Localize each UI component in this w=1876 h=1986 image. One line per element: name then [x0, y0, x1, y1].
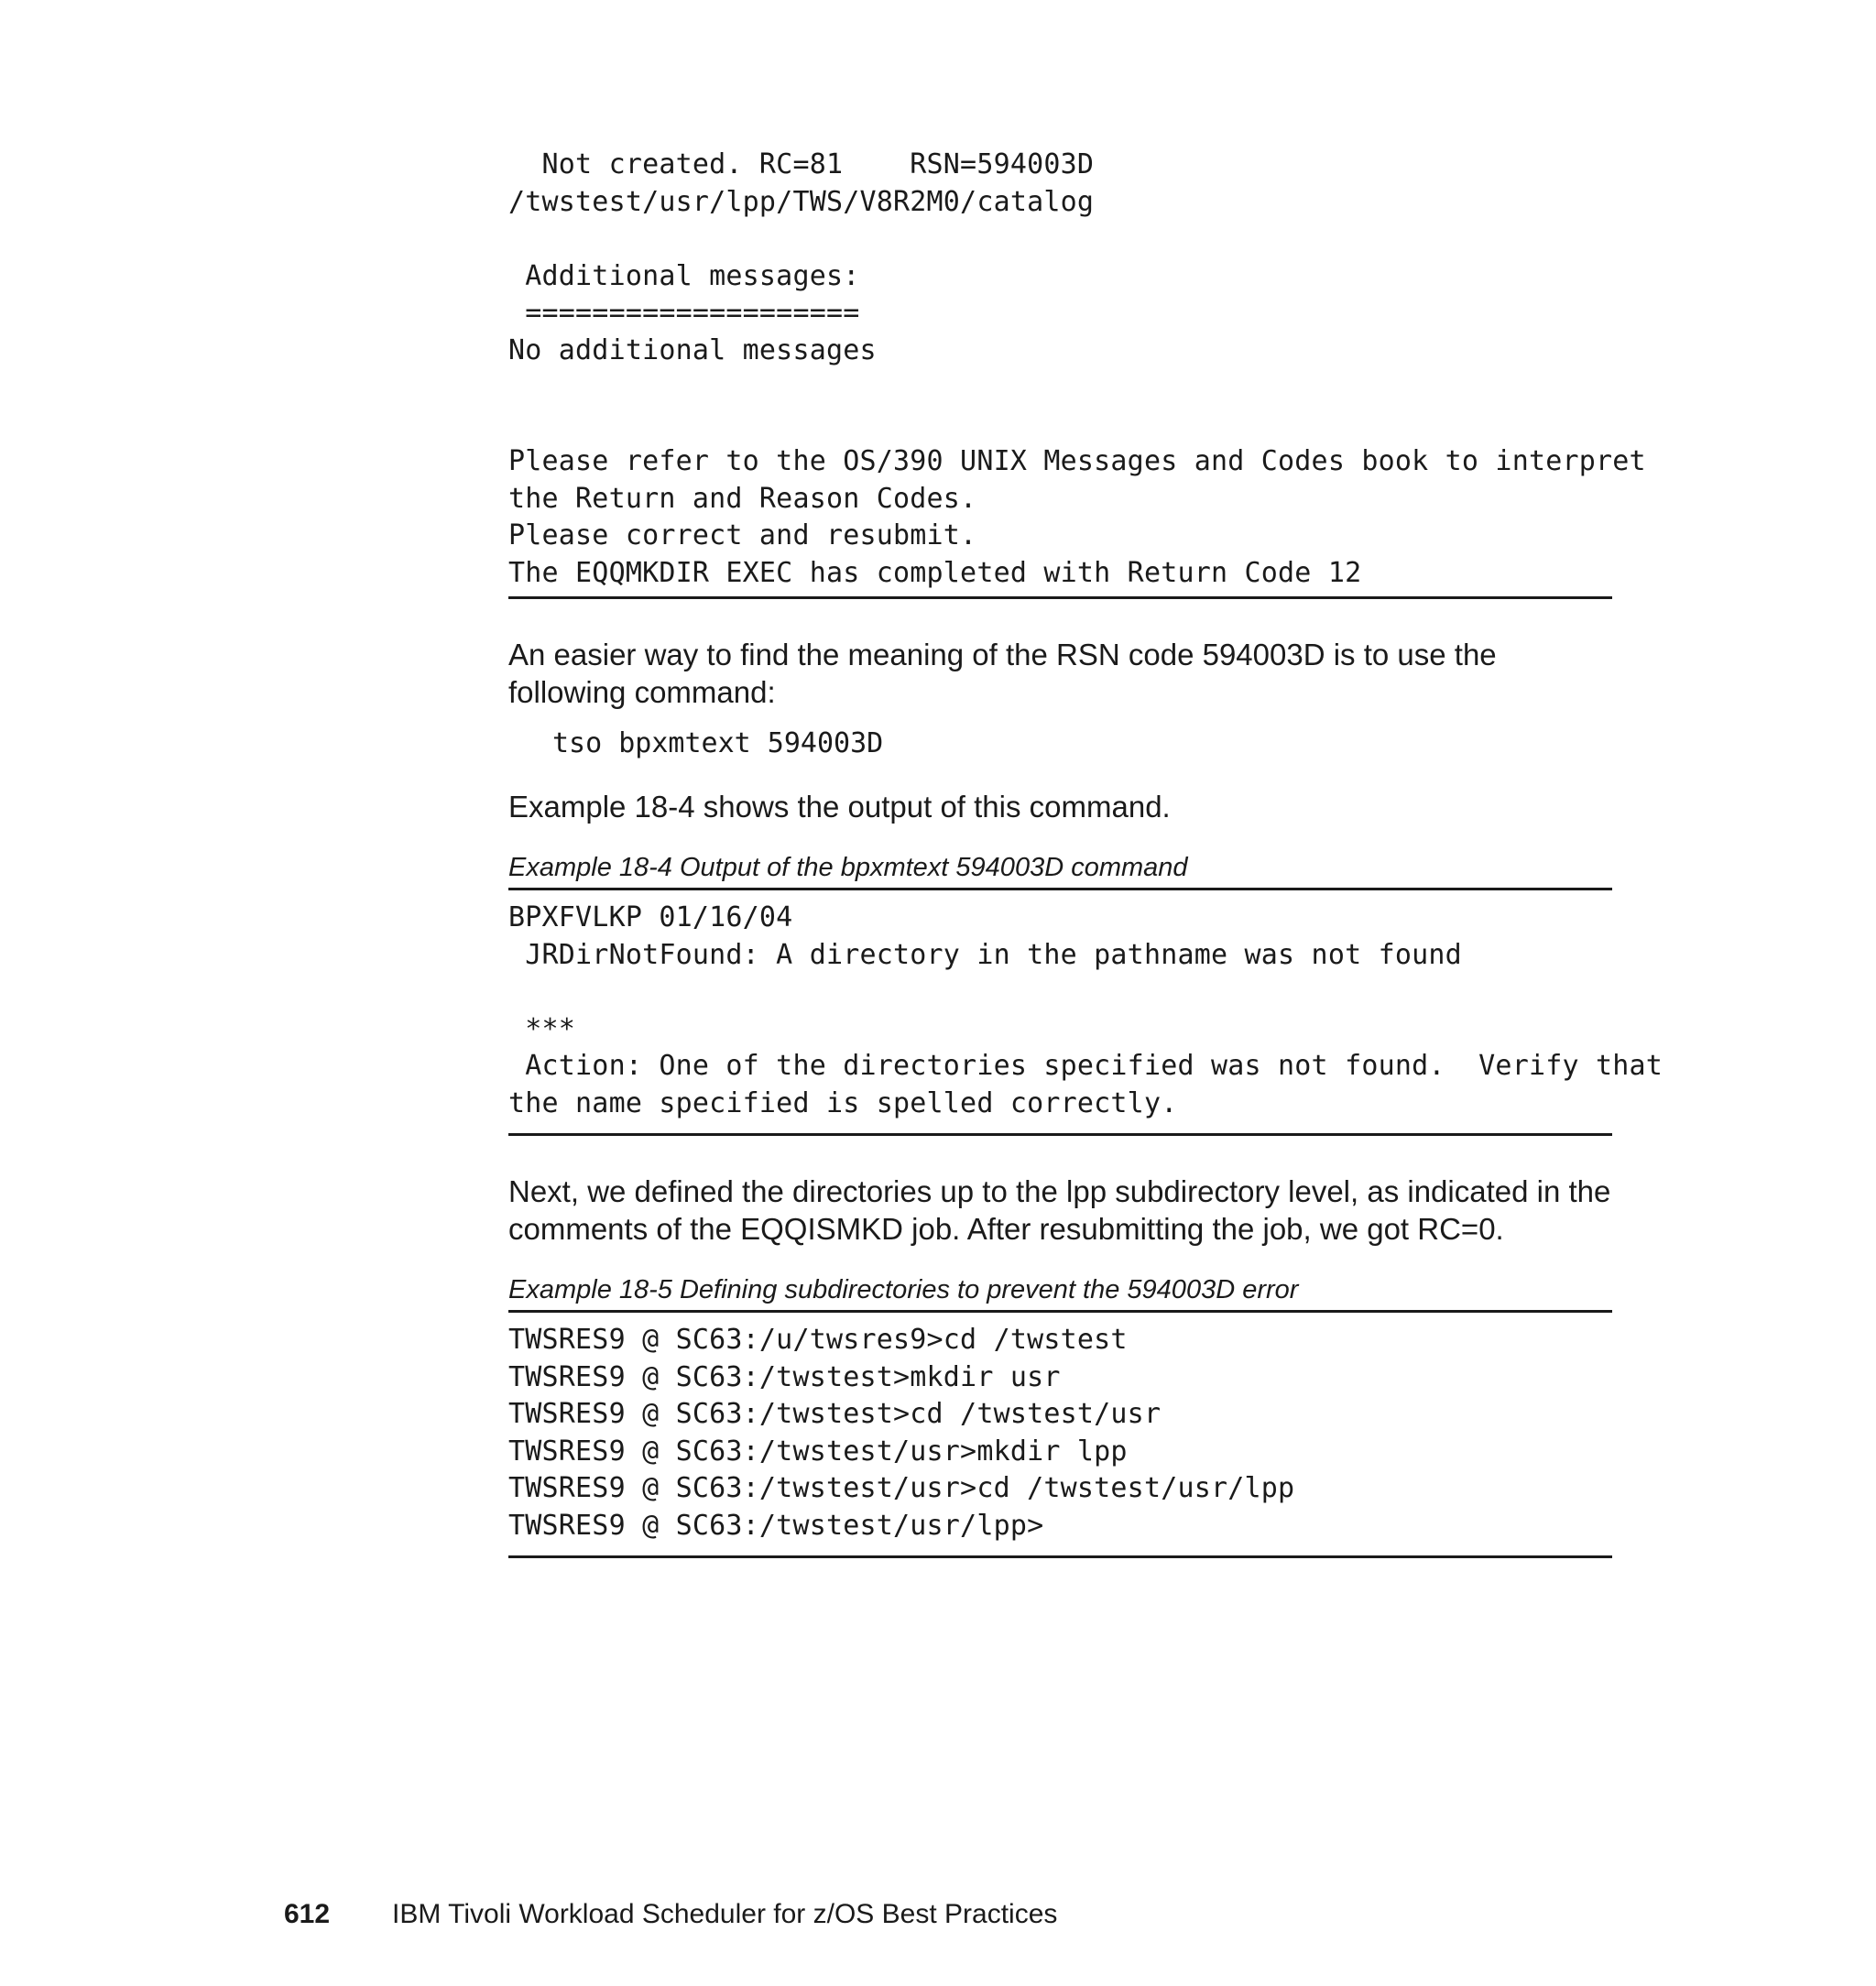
page-number: 612 [284, 1899, 331, 1929]
code-block-eqqmkdir-output [508, 147, 1646, 592]
code-line: TWSRES9 @ SC63:/twstest>cd /twstest/usr [508, 1398, 1162, 1430]
code-line: Action: One of the directories specified was not found. Verify that [508, 1050, 1663, 1082]
paragraph-rsn-explanation: An easier way to find the meaning of the RSN code 594003D is to use the following command: [508, 638, 1497, 709]
code-line: the name specified is spelled correctly. [508, 1086, 1178, 1119]
code-line: Additional messages: [508, 259, 860, 292]
code-line: TWSRES9 @ SC63:/twstest/usr/lpp> [508, 1509, 1044, 1542]
code-line: TWSRES9 @ SC63:/twstest/usr>cd /twstest/usr/lpp [508, 1472, 1295, 1504]
divider-rule [508, 1310, 1612, 1313]
divider-rule [508, 1555, 1612, 1558]
page-footer [284, 1896, 1057, 1933]
code-block-bpxmtext-output [508, 900, 1663, 1122]
code-line: Please refer to the OS/390 UNIX Messages and Codes book to interpret [508, 445, 1646, 477]
code-line: /twstest/usr/lpp/TWS/V8R2M0/catalog [508, 185, 1095, 218]
command-example: tso bpxmtext 594003D [552, 727, 884, 759]
book-title: IBM Tivoli Workload Scheduler for z/OS Best Practices [392, 1899, 1058, 1929]
example-18-5-caption: Example 18-5 Defining subdirectories to prevent the 594003D error [508, 1275, 1299, 1304]
code-line: TWSRES9 @ SC63:/twstest>mkdir usr [508, 1360, 1061, 1393]
code-line: ==================== [508, 297, 860, 329]
example-18-4-caption: Example 18-4 Output of the bpxmtext 594003D command [508, 853, 1188, 882]
code-line: the Return and Reason Codes. [508, 482, 977, 515]
code-line: TWSRES9 @ SC63:/twstest/usr>mkdir lpp [508, 1435, 1128, 1468]
code-line: No additional messages [508, 333, 877, 366]
divider-rule [508, 1133, 1612, 1136]
code-line: TWSRES9 @ SC63:/u/twsres9>cd /twstest [508, 1324, 1128, 1356]
code-block-mkdir-session [508, 1322, 1612, 1544]
paragraph-example-reference: Example 18-4 shows the output of this command. [508, 790, 1171, 824]
divider-rule [508, 596, 1612, 599]
code-line: The EQQMKDIR EXEC has completed with Return Code 12 [508, 556, 1362, 589]
code-line: Please correct and resubmit. [508, 519, 977, 551]
page-content [508, 147, 1663, 1558]
divider-rule [508, 888, 1612, 890]
code-line: JRDirNotFound: A directory in the pathname was not found [508, 938, 1462, 971]
code-line: *** [508, 1012, 576, 1045]
code-line: Not created. RC=81 RSN=594003D [508, 148, 1095, 180]
paragraph-subdirectories: Next, we defined the directories up to the lpp subdirectory level, as indicated in the comments of the EQQISMKD job. After resubmitting the job, we got RC=0. [508, 1174, 1611, 1246]
code-line: BPXFVLKP 01/16/04 [508, 901, 793, 933]
